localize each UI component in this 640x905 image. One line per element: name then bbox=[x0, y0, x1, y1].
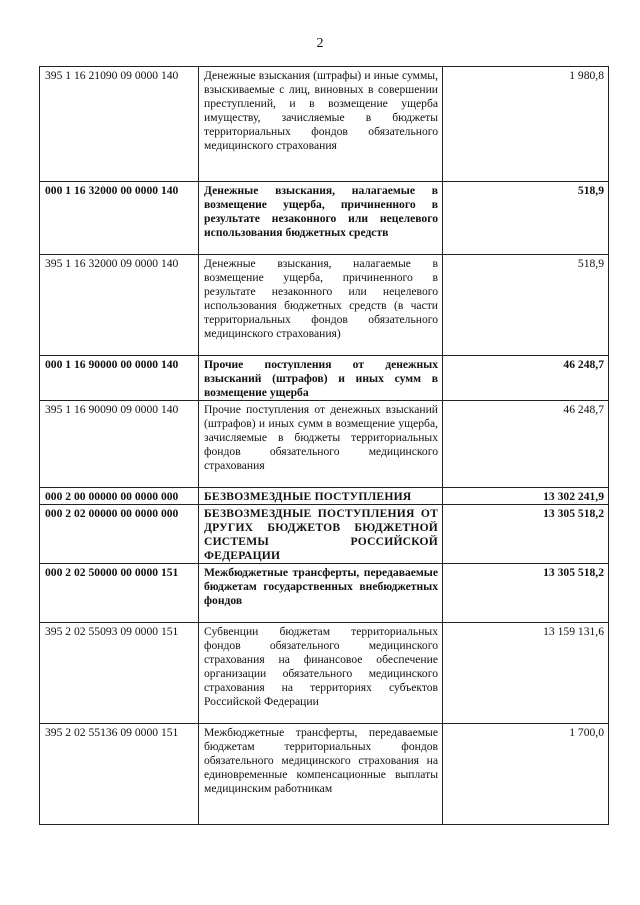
table-row bbox=[40, 401, 609, 488]
revenue-amount: 46 248,7 bbox=[443, 356, 609, 401]
table-row bbox=[40, 255, 609, 356]
table-row bbox=[40, 623, 609, 724]
revenue-name: Межбюджетные трансферты, передаваемые бюджетам территориальных фондов обязательного медицинского страхования на единовременные компенсационные выплаты медицинским работникам bbox=[199, 724, 443, 825]
table-row bbox=[40, 505, 609, 564]
table-row bbox=[40, 488, 609, 505]
revenue-amount: 1 980,8 bbox=[443, 67, 609, 182]
table-row bbox=[40, 724, 609, 825]
revenue-name: Субвенции бюджетам территориальных фондов обязательного медицинского страхования на финансовое обеспечение организации обязательного медицинского страхования на территориях субъектов Российской Федерации bbox=[199, 623, 443, 724]
revenue-name: БЕЗВОЗМЕЗДНЫЕ ПОСТУПЛЕНИЯ bbox=[199, 488, 443, 505]
revenue-amount: 13 159 131,6 bbox=[443, 623, 609, 724]
budget-classification-code: 395 1 16 32000 09 0000 140 bbox=[40, 255, 199, 356]
table-row bbox=[40, 67, 609, 182]
revenue-name: Денежные взыскания, налагаемые в возмещение ущерба, причиненного в результате незаконного или нецелевого использования бюджетных средств bbox=[199, 182, 443, 255]
budget-classification-code: 000 1 16 90000 00 0000 140 bbox=[40, 356, 199, 401]
revenue-name: Денежные взыскания, налагаемые в возмещение ущерба, причиненного в результате незаконного или нецелевого использования бюджетных средств (в части территориальных фондов обязательного медицинского страхования) bbox=[199, 255, 443, 356]
revenue-name: Прочие поступления от денежных взысканий (штрафов) и иных сумм в возмещение ущерба bbox=[199, 356, 443, 401]
table-row bbox=[40, 564, 609, 623]
revenue-amount: 518,9 bbox=[443, 255, 609, 356]
revenue-name: БЕЗВОЗМЕЗДНЫЕ ПОСТУПЛЕНИЯ ОТ ДРУГИХ БЮДЖЕТОВ БЮДЖЕТНОЙ СИСТЕМЫ РОССИЙСКОЙ ФЕДЕРАЦИИ bbox=[199, 505, 443, 564]
page-number: 2 bbox=[316, 36, 324, 51]
budget-classification-code: 395 1 16 21090 09 0000 140 bbox=[40, 67, 199, 182]
revenue-amount: 46 248,7 bbox=[443, 401, 609, 488]
revenue-name: Денежные взыскания (штрафы) и иные суммы, взыскиваемые с лиц, виновных в совершении преступлений, и в возмещение ущерба имуществу, зачисляемые в бюджеты территориальных фондов обязательного медицинского страхования bbox=[199, 67, 443, 182]
budget-classification-code: 000 1 16 32000 00 0000 140 bbox=[40, 182, 199, 255]
revenue-name: Прочие поступления от денежных взысканий (штрафов) и иных сумм в возмещение ущерба, зачисляемые в бюджеты территориальных фондов обязательного медицинского страхования bbox=[199, 401, 443, 488]
budget-classification-code: 395 1 16 90090 09 0000 140 bbox=[40, 401, 199, 488]
table-row bbox=[40, 356, 609, 401]
budget-revenue-table bbox=[39, 66, 609, 825]
budget-classification-code: 395 2 02 55136 09 0000 151 bbox=[40, 724, 199, 825]
revenue-amount: 13 305 518,2 bbox=[443, 564, 609, 623]
revenue-name: Межбюджетные трансферты, передаваемые бюджетам государственных внебюджетных фондов bbox=[199, 564, 443, 623]
revenue-amount: 1 700,0 bbox=[443, 724, 609, 825]
budget-classification-code: 000 2 02 00000 00 0000 000 bbox=[40, 505, 199, 564]
revenue-amount: 13 302 241,9 bbox=[443, 488, 609, 505]
revenue-amount: 13 305 518,2 bbox=[443, 505, 609, 564]
budget-classification-code: 000 2 00 00000 00 0000 000 bbox=[40, 488, 199, 505]
revenue-amount: 518,9 bbox=[443, 182, 609, 255]
budget-classification-code: 395 2 02 55093 09 0000 151 bbox=[40, 623, 199, 724]
table-row bbox=[40, 182, 609, 255]
budget-classification-code: 000 2 02 50000 00 0000 151 bbox=[40, 564, 199, 623]
